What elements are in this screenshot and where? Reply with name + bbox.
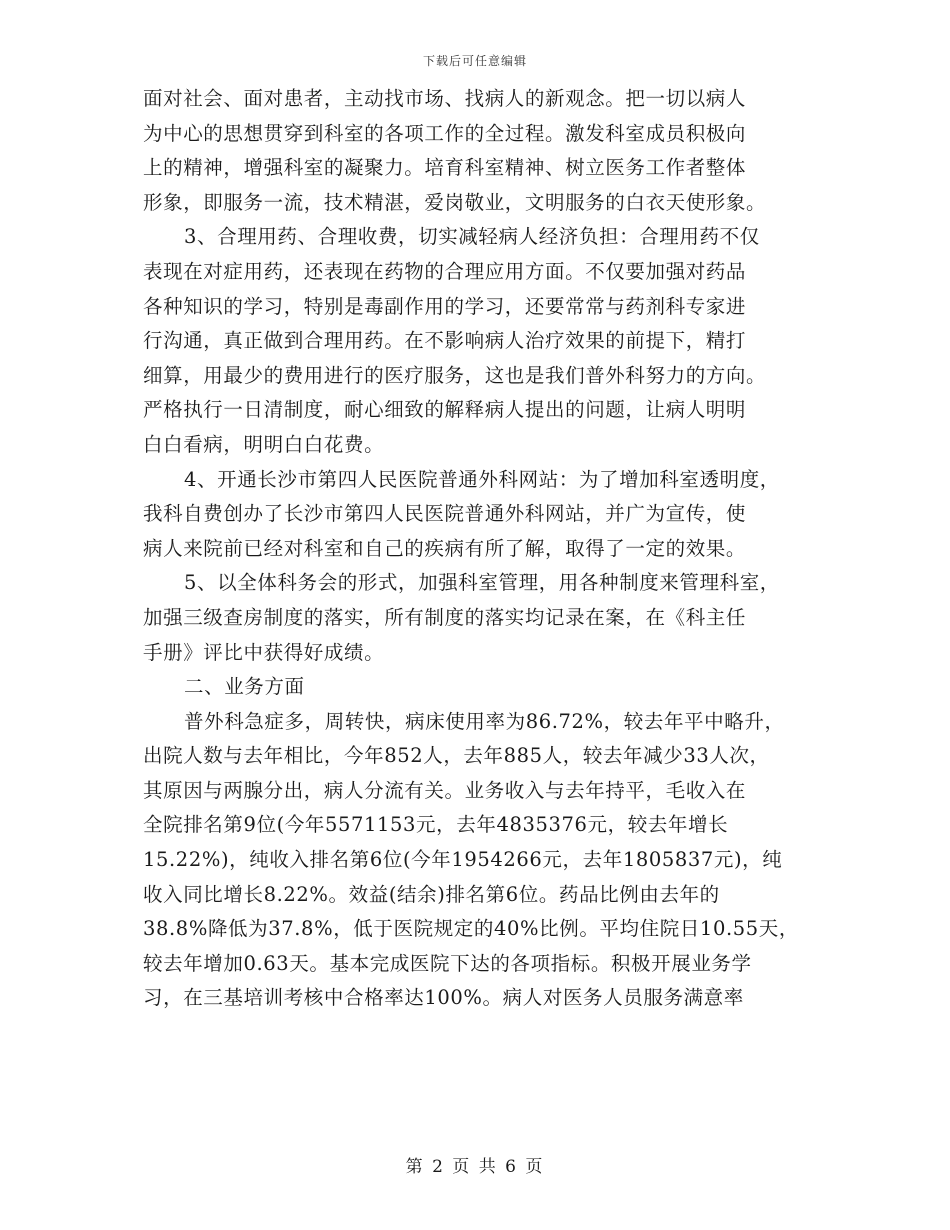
text-line: 我科自费创办了长沙市第四人民医院普通外科网站，并广为宣传，使 — [143, 502, 747, 526]
text-line: 上的精神，增强科室的凝聚力。培育科室精神、树立医务工作者整体 — [143, 156, 747, 180]
text-line: 手册》评比中获得好成绩。 — [143, 640, 385, 664]
text-line: 为中心的思想贯穿到科室的各项工作的全过程。激发科室成员积极向 — [143, 121, 747, 145]
text-line: 收入同比增长8.22%。效益(结余)排名第6位。药品比例由去年的 — [143, 882, 720, 906]
page-footer: 第 2 页 共 6 页 — [405, 1157, 545, 1177]
text-line: 病人来院前已经对科室和自己的疾病有所了解，取得了一定的效果。 — [143, 536, 747, 560]
page-header: 下载后可任意编辑 — [422, 54, 527, 68]
text-line: 严格执行一日清制度，耐心细致的解释病人提出的问题，让病人明明 — [143, 398, 747, 422]
text-line: 加强三级查房制度的落实，所有制度的落实均记录在案，在《科主任 — [143, 605, 747, 629]
text-line: 二、业务方面 — [184, 675, 305, 699]
text-line: 出院人数与去年相比，今年852人，去年885人，较去年减少33人次， — [143, 744, 770, 768]
text-line: 38.8%降低为37.8%，低于医院规定的40%比例。平均住院日10.55天， — [143, 917, 799, 941]
text-line: 较去年增加0.63天。基本完成医院下达的各项指标。积极开展业务学 — [143, 951, 752, 975]
text-line: 15.22%)，纯收入排名第6位(今年1954266元，去年1805837元)，纯 — [143, 848, 783, 872]
body-text — [143, 82, 823, 1016]
text-line: 细算，用最少的费用进行的医疗服务，这也是我们普外科努力的方向。 — [143, 363, 767, 387]
text-line: 白白看病，明明白白花费。 — [143, 432, 385, 456]
text-line: 各种知识的学习，特别是毒副作用的学习，还要常常与药剂科专家进 — [143, 294, 747, 318]
text-line: 4、开通长沙市第四人民医院普通外科网站：为了增加科室透明度， — [184, 467, 780, 491]
text-line: 3、合理用药、合理收费，切实减轻病人经济负担：合理用药不仅 — [184, 225, 760, 249]
text-line: 全院排名第9位(今年5571153元，去年4835376元，较去年增长 — [143, 813, 729, 837]
text-line: 表现在对症用药，还表现在药物的合理应用方面。不仅要加强对药品 — [143, 259, 747, 283]
text-line: 普外科急症多，周转快，病床使用率为86.72%，较去年平中略升， — [184, 709, 785, 733]
text-line: 习，在三基培训考核中合格率达100%。病人对医务人员服务满意率 — [143, 986, 744, 1010]
text-line: 行沟通，真正做到合理用药。在不影响病人治疗效果的前提下，精打 — [143, 329, 747, 353]
text-line: 其原因与两腺分出，病人分流有关。业务收入与去年持平，毛收入在 — [143, 778, 747, 802]
text-line: 5、以全体科务会的形式，加强科室管理，用各种制度来管理科室， — [184, 571, 780, 595]
text-line: 形象，即服务一流，技术精湛，爱岗敬业，文明服务的白衣天使形象。 — [143, 190, 767, 214]
text-line: 面对社会、面对患者，主动找市场、找病人的新观念。把一切以病人 — [143, 87, 747, 110]
